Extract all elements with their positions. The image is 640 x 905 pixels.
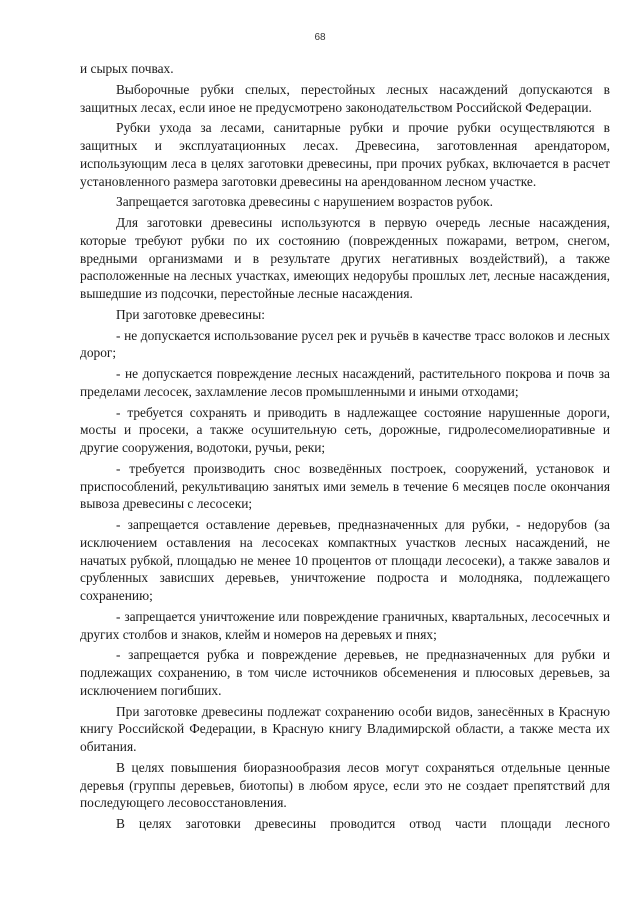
paragraph-continuation: и сырых почвах. <box>80 61 174 76</box>
list-item-demolition: - требуется производить снос возведённых построек, сооружений, установок и приспособлений, рекультивацию занятых ими земель в течение 6 месяцев после окончания вывоза древесины с лесосеки; <box>80 460 610 512</box>
list-item-boundary-marks: - запрещается уничтожение или повреждение граничных, квартальных, лесосечных и других столбов и знаков, клейм и номеров на деревьях и пнях; <box>80 608 610 642</box>
page-number: 68 <box>314 32 326 43</box>
paragraph-red-book: При заготовке древесины подлежат сохранению особи видов, занесённых в Красную книгу Российской Федерации, в Красную книгу Владимирской области, а также места их обитания. <box>80 703 610 754</box>
paragraph-priority-stands: Для заготовки древесины используются в первую очередь лесные насаждения, которые требуют рубки по их состоянию (поврежденных пожарами, ветром, снегом, вредными организмами и в результате других негативных воздействий), а также расположенные на лесных участках, имеющих недорубы прошлых лет, лесные насаждения, вышедшие из подсочки, перестойные лесные насаждения. <box>80 215 610 301</box>
paragraph-selective-felling: Выборочные рубки спелых, перестойных лесных насаждений допускаются в защитных лесах, если иное не предусмотрено законодательством Российской Федерации. <box>80 81 610 115</box>
list-item-protected-trees: - запрещается рубка и повреждение деревьев, не предназначенных для рубки и подлежащих сохранению, в том числе источников обсеменения и плюсовых деревьев, за исключением погибших. <box>80 647 610 698</box>
paragraph-list-intro: При заготовке древесины: <box>116 306 265 322</box>
list-item-riverbeds: - не допускается использование русел рек и ручьёв в качестве трасс волоков и лесных дорог; <box>80 327 610 361</box>
paragraph-allotment: В целях заготовки древесины проводится отвод части площади лесного <box>116 816 610 831</box>
list-item-uncut-trees: - запрещается оставление деревьев, предназначенных для рубки, - недорубов (за исключением оставления на лесосеках компактных участков лесных насаждений, не начатых рубкой, площадью не менее 10 процентов от площади лесосеки), а также завалов и срубленных зависших деревьев, уничтожение подроста и молодняка, подлежащего сохранению; <box>80 517 610 603</box>
list-item-damage: - не допускается повреждение лесных насаждений, растительного покрова и почв за пределами лесосек, захламление лесов промышленными и иными отходами; <box>80 366 610 399</box>
paragraph-age-restriction: Запрещается заготовка древесины с нарушением возрастов рубок. <box>116 194 493 210</box>
paragraph-care-felling: Рубки ухода за лесами, санитарные рубки и прочие рубки осуществляются в защитных и эксплуатационных лесах. Древесина, заготовленная арендатором, использующим леса в целях заготовки древесины, при прочих рубках, включается в расчет установленного размера заготовки древесины на арендованном лесном участке. <box>80 120 610 189</box>
list-item-restore-roads: - требуется сохранять и приводить в надлежащее состояние нарушенные дороги, мосты и просеки, а также осушительную сеть, дорожные, гидролесомелиоративные и другие сооружения, водотоки, ручьи, реки; <box>80 404 610 455</box>
paragraph-biodiversity: В целях повышения биоразнообразия лесов могут сохраняться отдельные ценные деревья (группы деревьев, биотопы) в любом ярусе, если это не создает препятствий для последующего лесовосстановления. <box>80 759 610 811</box>
document-body <box>80 60 610 836</box>
